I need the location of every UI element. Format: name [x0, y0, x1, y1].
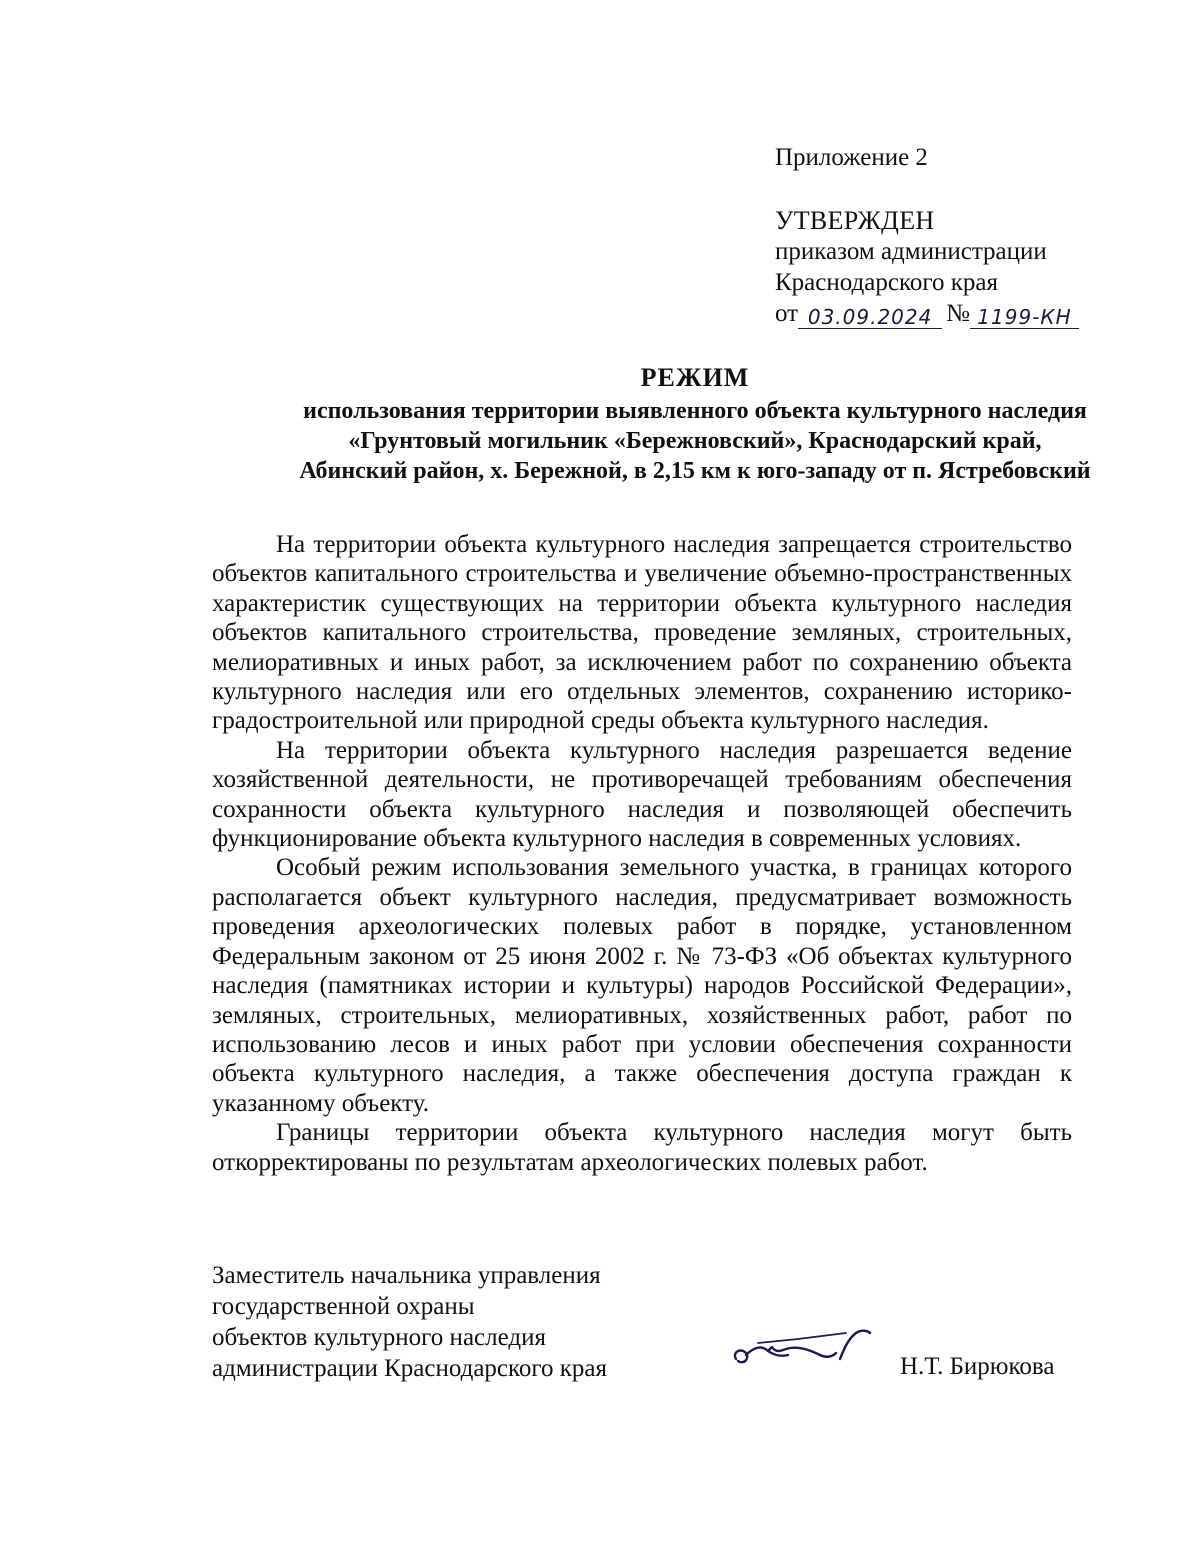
appendix-label: Приложение 2 — [775, 144, 928, 171]
document-title — [190, 360, 1200, 486]
handwritten-signature — [728, 1325, 878, 1375]
approval-block — [775, 205, 1079, 329]
body-paragraph: Особый режим использования земельного участка, в границах которого располагается объект культурного наследия, предусматривает возможность проведения археологических полевых работ в порядке, установленном Федеральным законом от 25 июня 2002 г. № 73-ФЗ «Об объектах культурного наследия (памятниках истории и культуры) народов Российской Федерации», земляных, строительных, мелиоративных, хозяйственных работ, работ по использованию лесов и иных работ при условии обеспечения сохранности объекта культурного наследия, а также обеспечения доступа граждан к указанному объекту. — [212, 854, 1072, 1117]
title-line: использования территории выявленного объекта культурного наследия — [303, 398, 1087, 424]
signatory-position — [212, 1260, 607, 1384]
order-date: 03.09.2024 — [798, 306, 942, 329]
approval-line: приказом администрации — [775, 238, 1047, 265]
body-paragraph: На территории объекта культурного наследия запрещается строительство объектов капитального строительства и увеличение объемно-пространственных характеристик существующих на территории объекта культурного наследия объектов капитального строительства, проведение земляных, строительных, мелиоративных и иных работ, за исключением работ по сохранению объекта культурного наследия или его отдельных элементов, сохранению историко-градостроительной или природной среды объекта культурного наследия. — [212, 531, 1072, 735]
order-line — [775, 298, 1079, 329]
title-main: РЕЖИМ — [640, 363, 750, 392]
position-line: государственной охраны — [212, 1293, 475, 1320]
title-line: «Грунтовый могильник «Бережновский», Краснодарский край, — [348, 428, 1042, 454]
body-paragraph: На территории объекта культурного наследия разрешается ведение хозяйственной деятельности, не противоречащей требованиям обеспечения сохранности объекта культурного наследия и позволяющей обеспечить функционирование объекта культурного наследия в современных условиях. — [212, 736, 1072, 853]
approval-line: Краснодарского края — [775, 269, 998, 296]
order-from-label: от — [775, 300, 799, 327]
position-line: администрации Краснодарского края — [212, 1355, 608, 1382]
order-number: 1199-КН — [970, 306, 1079, 329]
position-line: Заместитель начальника управления — [212, 1262, 601, 1289]
position-line: объектов культурного наследия — [212, 1324, 546, 1351]
order-number-label: № — [946, 300, 970, 327]
document-body — [212, 530, 1072, 1177]
body-paragraph: Границы территории объекта культурного наследия могут быть откорректированы по результатам археологических полевых работ. — [212, 1119, 1072, 1176]
signatory-name: Н.Т. Бирюкова — [900, 1353, 1055, 1380]
title-line: Абинский район, х. Бережной, в 2,15 км к юго-западу от п. Ястребовский — [299, 458, 1091, 484]
approval-stamp: УТВЕРЖДЕН — [775, 206, 935, 235]
